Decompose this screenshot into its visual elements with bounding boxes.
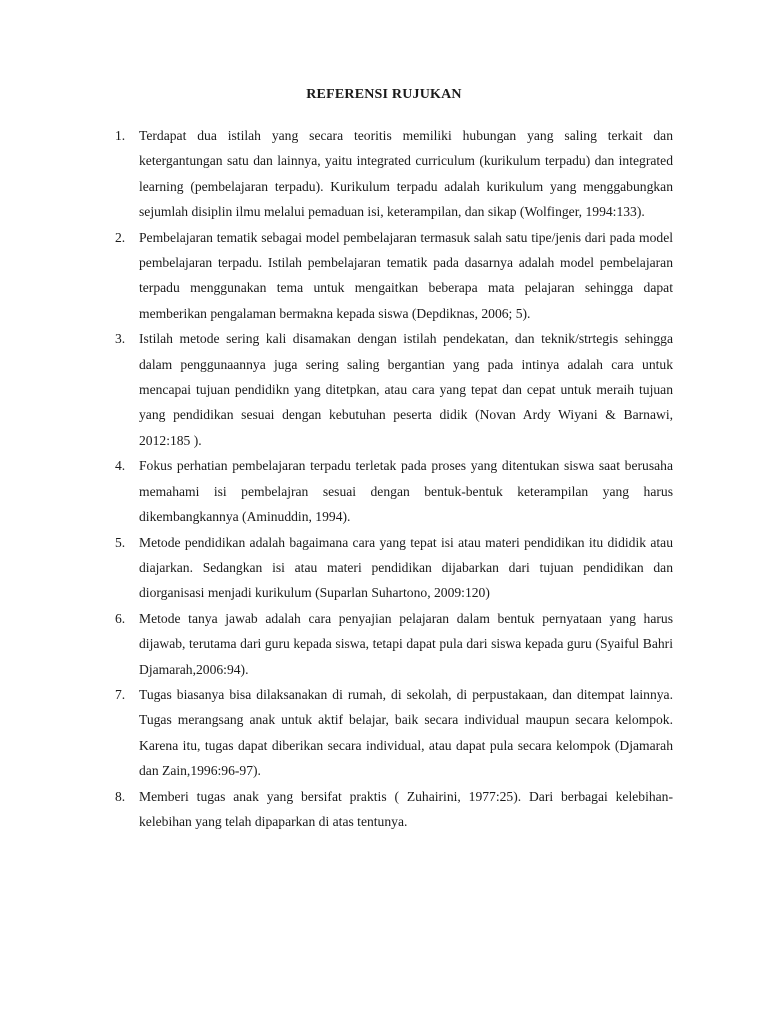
item-number: 2.	[115, 229, 126, 245]
item-text: Terdapat dua istilah yang secara teoritis memiliki hubungan yang saling terkait dan ketergantungan satu dan lainnya, yaitu integrated curriculum (kurikulum terpadu) dan integrated learning (pembelajaran terpadu). Kurikulum terpadu adalah kurikulum yang menggabungkan sejumlah disiplin ilmu melalui pemaduan isi, keterampilan, dan sikap (Wolfinger, 1994:133).	[139, 128, 673, 220]
list-item	[115, 453, 673, 529]
item-number: 4.	[115, 458, 126, 474]
item-text: Pembelajaran tematik sebagai model pembelajaran termasuk salah satu tipe/jenis dari pada model pembelajaran terpadu. Istilah pembelajaran tematik pada dasarnya adalah model pembelajaran terpadu menggunakan tema untuk mengaitkan beberapa mata pelajaran sehingga dapat memberikan pengalaman bermakna kepada siswa (Depdiknas, 2006; 5).	[139, 229, 673, 321]
list-item	[115, 225, 673, 327]
item-text: Tugas biasanya bisa dilaksanakan di rumah, di sekolah, di perpustakaan, dan ditempat lainnya. Tugas merangsang anak untuk aktif belajar, baik secara individual maupun secara kelompok. Karena itu, tugas dapat diberikan secara individual, atau dapat pula secara kelompok (Djamarah dan Zain,1996:96-97).	[139, 686, 673, 779]
list-item	[115, 682, 673, 784]
item-text: Fokus perhatian pembelajaran terpadu terletak pada proses yang ditentukan siswa saat berusaha memahami isi pembelajran sesuai dengan bentuk-bentuk keterampilan yang harus dikembangkannya (Aminuddin, 1994).	[139, 458, 673, 525]
item-text: Memberi tugas anak yang bersifat praktis ( Zuhairini, 1977:25). Dari berbagai kelebihan-kelebihan yang telah dipaparkan di atas tentunya.	[139, 788, 673, 829]
list-item	[115, 123, 673, 225]
list-item	[115, 784, 673, 835]
list-item	[115, 326, 673, 453]
item-text: Metode tanya jawab adalah cara penyajian pelajaran dalam bentuk pernyataan yang harus dijawab, terutama dari guru kepada siswa, tetapi dapat pula dari siswa kepada guru (Syaiful Bahri Djamarah,2006:94).	[139, 610, 673, 677]
item-number: 7.	[115, 686, 126, 702]
list-item	[115, 606, 673, 682]
item-number: 6.	[115, 610, 126, 626]
item-number: 5.	[115, 534, 126, 550]
item-number: 1.	[115, 128, 126, 143]
item-text: Istilah metode sering kali disamakan dengan istilah pendekatan, dan teknik/strtegis sehingga dalam penggunaannya juga sering saling bergantian yang pada intinya adalah cara untuk mencapai tujuan pendidikn yang ditetpkan, atau cara yang tepat dan cepat untuk meraih tujuan yang pendidikan sesuai dengan kebutuhan peserta didik (Novan Ardy Wiyani & Barnawi, 2012:185 ).	[139, 331, 673, 448]
item-number: 3.	[115, 331, 126, 347]
reference-list	[115, 123, 673, 834]
document-title: REFERENSI RUJUKAN	[306, 87, 462, 102]
item-number: 8.	[115, 788, 126, 804]
list-item	[115, 530, 673, 606]
item-text: Metode pendidikan adalah bagaimana cara yang tepat isi atau materi pendidikan itu dididik atau diajarkan. Sedangkan isi atau materi pendidikan dijabarkan dari tujuan pendidikan dan diorganisasi menjadi kurikulum (Suparlan Suhartono, 2009:120)	[139, 534, 673, 601]
